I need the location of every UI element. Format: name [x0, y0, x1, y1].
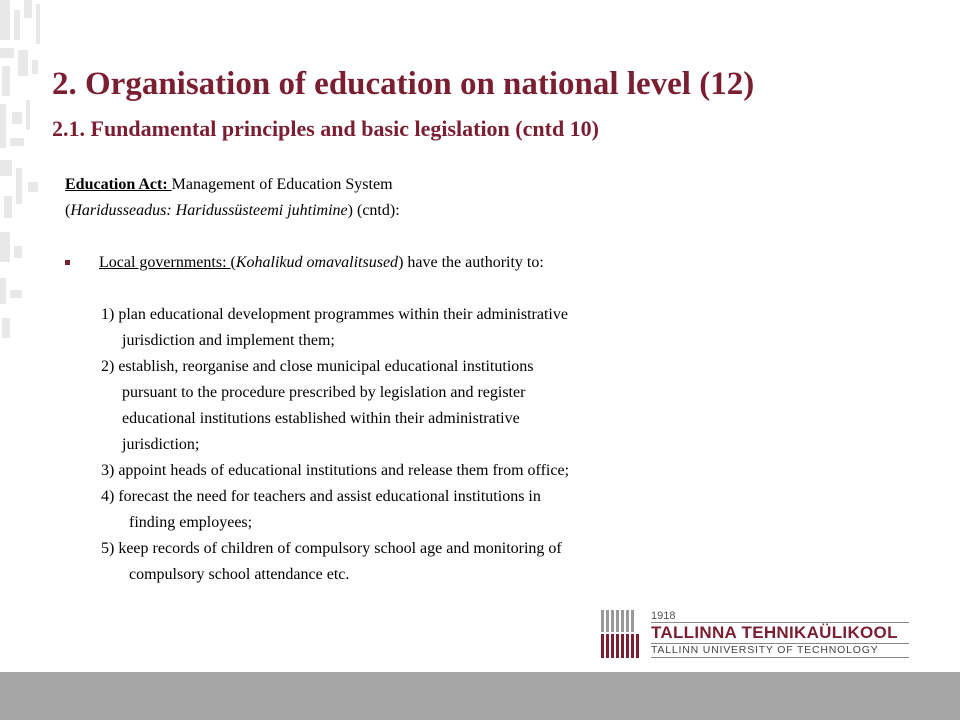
- page-title: 2. Organisation of education on national level (12): [52, 66, 755, 102]
- bullet-translation: Kohalikud omavalitsused: [235, 254, 399, 271]
- list-item-continuation: jurisdiction and implement them;: [122, 332, 335, 349]
- list-item: 4) forecast the need for teachers and assist educational institutions in: [101, 488, 541, 505]
- list-item: 1) plan educational development programmes within their administrative: [101, 306, 568, 323]
- bullet-label: Local governments:: [99, 254, 231, 271]
- act-translation-close: ) (cntd):: [347, 202, 400, 219]
- act-translation: Haridusseadus: Haridussüsteemi juhtimine: [70, 202, 348, 219]
- act-label: Education Act:: [65, 176, 172, 193]
- spacer: [65, 224, 765, 250]
- bullet-line: [65, 250, 765, 276]
- logo-bars-icon: [601, 610, 643, 658]
- act-title: Management of Education System: [171, 176, 393, 193]
- act-translation-open: (: [65, 202, 71, 219]
- list-item: 5) keep records of children of compulsory school age and monitoring of: [101, 540, 562, 557]
- logo-year: 1918: [651, 610, 676, 622]
- spacer: [65, 276, 765, 302]
- list-item-continuation: finding employees;: [129, 514, 253, 531]
- logo-name: TALLINNA TEHNIKAÜLIKOOL: [651, 623, 898, 642]
- page-subtitle: 2.1. Fundamental principles and basic legislation (cntd 10): [52, 116, 600, 141]
- university-logo: [601, 610, 911, 658]
- list-item-continuation: pursuant to the procedure prescribed by legislation and register: [122, 384, 526, 401]
- bullet-icon: [65, 260, 70, 265]
- logo-divider: [651, 657, 909, 658]
- list-item: 3) appoint heads of educational institutions and release them from office;: [101, 462, 570, 479]
- slide-body: [65, 172, 765, 588]
- logo-subtitle: TALLINN UNIVERSITY OF TECHNOLOGY: [651, 644, 879, 656]
- list-item-continuation: jurisdiction;: [122, 436, 200, 453]
- bullet-rest: ) have the authority to:: [398, 254, 544, 271]
- footer-band: [0, 672, 960, 720]
- list-item: 2) establish, reorganise and close municipal educational institutions: [101, 358, 534, 375]
- bullet-paren-open: (: [230, 254, 236, 271]
- act-heading-line: [65, 172, 765, 198]
- list-item-continuation: compulsory school attendance etc.: [129, 566, 350, 583]
- list-item-continuation: educational institutions established within their administrative: [122, 410, 520, 427]
- act-translation-line: [65, 198, 765, 224]
